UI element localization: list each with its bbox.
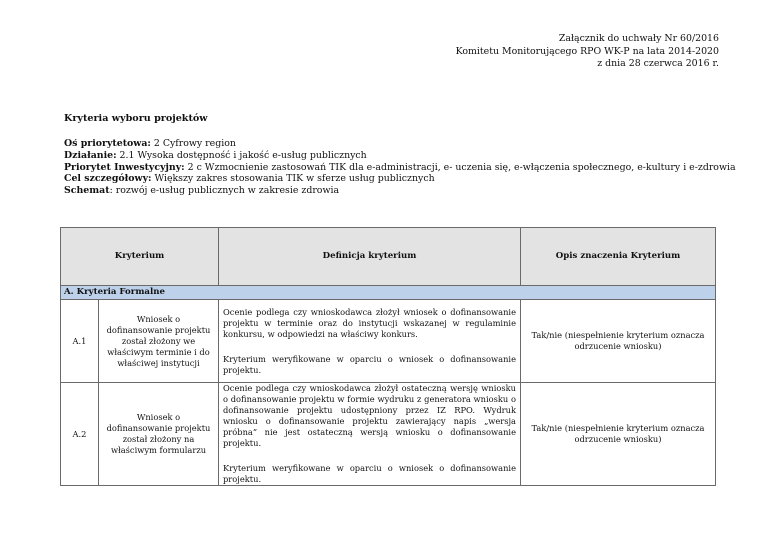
criterion-name: Wniosek o dofinansowanie projektu został złożony na właściwym formularzu	[99, 383, 219, 486]
document-annex-header	[456, 33, 719, 71]
table-row	[61, 383, 716, 486]
annex-date-line: z dnia 28 czerwca 2016 r.	[597, 58, 719, 69]
criterion-meaning: Tak/nie (niespełnienie kryterium oznacza odrzucenie wniosku)	[521, 383, 716, 486]
criterion-definition	[219, 300, 521, 383]
page-title: Kryteria wyboru projektów	[64, 113, 208, 124]
criterion-name: Wniosek o dofinansowanie projektu został złożony we właściwym terminie i do właściwej instytucji	[99, 300, 219, 383]
verification-paragraph: Kryterium weryfikowane w oparciu o wniosek o dofinansowanie projektu.	[223, 463, 516, 484]
criterion-id: A.1	[61, 300, 99, 383]
action-label: Działanie:	[64, 149, 117, 161]
investment-priority-value: 2 c Wzmocnienie zastosowań TIK dla e-administracji, e- uczenia się, e-włączenia społecznego, e-kultury i e-zdrowia	[184, 161, 736, 173]
definition-paragraph: Ocenie podlega czy wnioskodawca złożył ostateczną wersję wniosku o dofinansowanie projektu w formie wydruku z generatora wniosku o dofinansowanie projektu udostępniony przez IZ RPO. Wydruk wniosku o dofinansowanie projektu zawierający napis „wersja próbna” nie jest ostateczną wersją wniosku o dofinansowanie projektu.	[223, 383, 516, 448]
section-row	[61, 286, 716, 300]
header-definition: Definicja kryterium	[219, 228, 521, 286]
header-meaning: Opis znaczenia Kryterium	[521, 228, 716, 286]
action-line	[64, 150, 736, 162]
header-criterion: Kryterium	[61, 228, 219, 286]
verification-paragraph: Kryterium weryfikowane w oparciu o wniosek o dofinansowanie projektu.	[223, 353, 516, 375]
criterion-id: A.2	[61, 383, 99, 486]
scheme-label: Schemat	[64, 185, 110, 197]
table-header-row	[61, 228, 716, 286]
investment-priority-line	[64, 162, 736, 174]
priority-axis-line	[64, 138, 736, 150]
priority-axis-value: 2 Cyfrowy region	[150, 138, 236, 149]
scheme-value: : rozwój e-usług publicznych w zakresie zdrowia	[109, 185, 340, 197]
program-metadata	[64, 138, 736, 197]
action-value: 2.1 Wysoka dostępność i jakość e-usług publicznych	[116, 149, 367, 161]
table-row	[61, 300, 716, 383]
criterion-meaning: Tak/nie (niespełnienie kryterium oznacza odrzucenie wniosku)	[521, 300, 716, 383]
criteria-table	[60, 227, 716, 486]
definition-paragraph: Ocenie podlega czy wnioskodawca złożył wniosek o dofinansowanie projektu w terminie oraz do instytucji wskazanej w regulaminie konkursu, w odpowiedzi na właściwy konkurs.	[223, 306, 516, 339]
priority-axis-label: Oś priorytetowa:	[64, 138, 151, 149]
annex-resolution-line: Załącznik do uchwały Nr 60/2016	[558, 33, 719, 44]
section-title: A. Kryteria Formalne	[61, 286, 716, 300]
criterion-definition	[219, 383, 521, 486]
specific-goal-label: Cel szczegółowy:	[64, 173, 152, 185]
specific-goal-line	[64, 173, 736, 185]
annex-committee-line: Komitetu Monitorującego RPO WK-P na lata 2014-2020	[455, 45, 719, 57]
scheme-line	[64, 185, 736, 197]
specific-goal-value: Większy zakres stosowania TIK w sferze usług publicznych	[151, 173, 435, 185]
investment-priority-label: Priorytet Inwestycyjny:	[64, 161, 185, 173]
